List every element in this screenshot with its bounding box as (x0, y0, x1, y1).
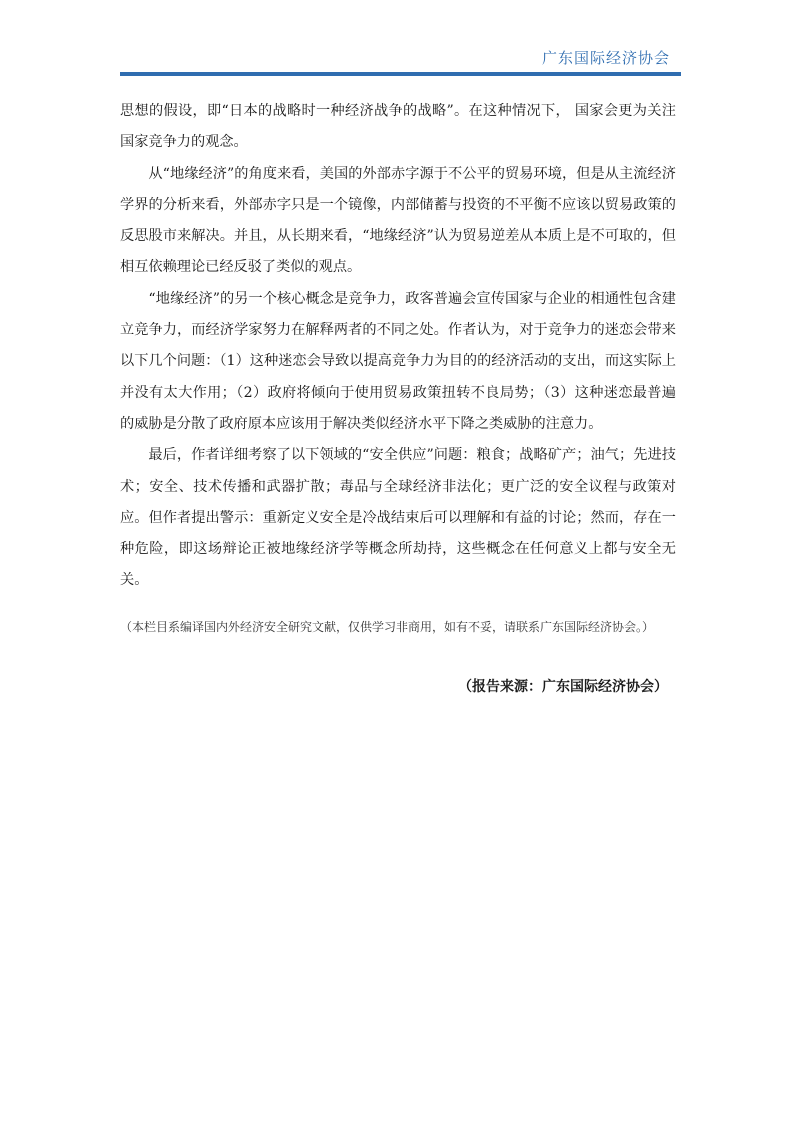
header-title: 广东国际经济协会 (541, 49, 670, 67)
article-body (120, 96, 676, 597)
paragraph-competitiveness: “地缘经济”的另一个核心概念是竞争力，政客普遍会宣传国家与企业的相通性包含建立竞争力，而经济学家努力在解释两者的不同之处。作者认为，对于竞争力的迷恋会带来以下几个问题：（1）这种迷恋会导致以提高竞争力为目的的经济活动的支出，而这实际上并没有太大作用；（2）政府将倾向于使用贸易政策扭转不良局势；（3）这种迷恋最普遍的威胁是分散了政府原本应该用于解决类似经济水平下降之类威胁的注意力。 (120, 290, 676, 432)
paragraph-security-supply: 最后，作者详细考察了以下领域的“安全供应”问题：粮食；战略矿产；油气；先进技术；安全、技术传播和武器扩散；毒品与全球经济非法化；更广泛的安全议程与政策对应。但作者提出警示：重新定义安全是冷战结束后可以理解和有益的讨论；然而，存在一种危险，即这场辩论正被地缘经济学等概念所劫持，这些概念在任何意义上都与安全无关。 (120, 447, 676, 589)
paragraph-trade-deficit: 从“地缘经济”的角度来看，美国的外部赤字源于不公平的贸易环境，但是从主流经济学界的分析来看，外部赤字只是一个镜像，内部储蓄与投资的不平衡不应该以贸易政策的反思股市来解决。并且，从长期来看，“地缘经济”认为贸易逆差从本质上是不可取的，但相互依赖理论已经反驳了类似的观点。 (120, 165, 676, 276)
editorial-note: （本栏目系编译国内外经济安全研究文献，仅供学习非商用，如有不妥，请联系广东国际经济协会。） (120, 620, 655, 634)
report-source: （报告来源：广东国际经济协会） (458, 679, 668, 695)
header-divider (120, 72, 681, 76)
paragraph-continuation: 思想的假设，即“日本的战略时一种经济战争的战略”。在这种情况下， 国家会更为关注国家竞争力的观念。 (120, 103, 676, 151)
